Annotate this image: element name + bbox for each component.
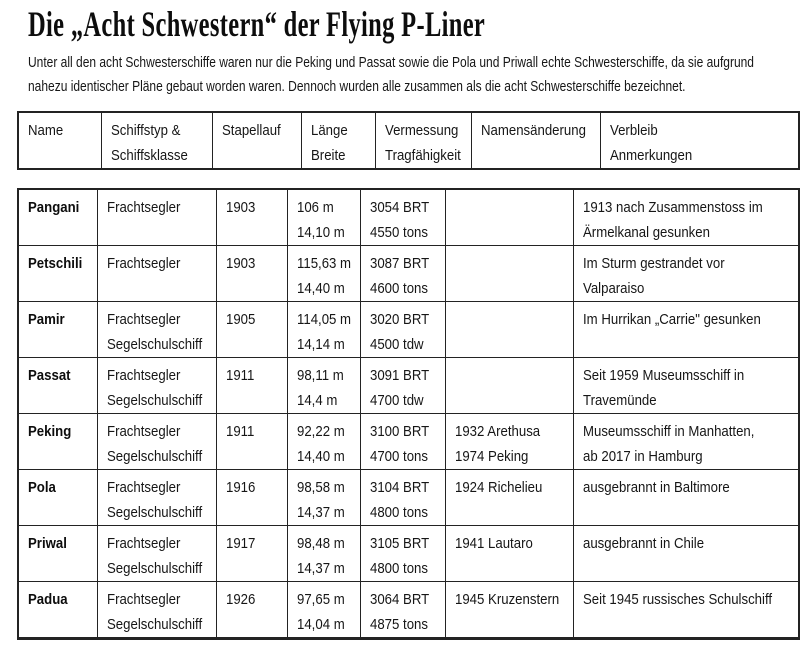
cell-verbleib: ausgebrannt in Chile [574, 526, 799, 582]
cell-schiffstyp: Frachtsegler Segelschulschiff [98, 358, 216, 414]
header-cell-name: Name [18, 112, 101, 169]
cell-verbleib: Im Sturm gestrandet vor Valparaiso [574, 246, 799, 302]
ship-row-pola [18, 470, 799, 526]
cell-name: Petschili [18, 246, 98, 302]
cell-verbleib: Museumsschiff in Manhatten, ab 2017 in Hamburg [574, 414, 799, 470]
page-title-text: Die „Acht Schwestern“ der Flying P-Liner [28, 4, 486, 44]
ship-row-padua [18, 582, 799, 639]
cell-schiffstyp: Frachtsegler Segelschulschiff [98, 302, 216, 358]
cell-namensaenderung [445, 246, 573, 302]
cell-verbleib: ausgebrannt in Baltimore [574, 470, 799, 526]
cell-verbleib: 1913 nach Zusammenstoss im Ärmelkanal gesunken [574, 189, 799, 246]
cell-laenge: 106 m 14,10 m [287, 189, 361, 246]
cell-verbleib: Seit 1959 Museumsschiff in Travemünde [574, 358, 799, 414]
cell-stapellauf: 1911 [216, 414, 287, 470]
cell-laenge: 92,22 m 14,40 m [287, 414, 361, 470]
ships-table-body [17, 188, 800, 640]
header-cell-stapellauf: Stapellauf [213, 112, 301, 169]
cell-vermessung: 3100 BRT 4700 tons [361, 414, 445, 470]
cell-name: Passat [18, 358, 98, 414]
cell-schiffstyp: Frachtsegler Segelschulschiff [98, 526, 216, 582]
intro-line-2: nahezu identischer Pläne gebaut worden waren. Dennoch wurden alle zusammen als die acht Schwesterschiffe bezeichnet. [28, 78, 686, 95]
ship-row-pangani [18, 189, 799, 246]
cell-namensaenderung: 1945 Kruzenstern [445, 582, 573, 639]
intro-line-1: Unter all den acht Schwesterschiffe waren nur die Peking und Passat sowie die Pola und Priwall echte Schwesterschiffe, da sie aufgrund [28, 54, 754, 71]
cell-stapellauf: 1926 [216, 582, 287, 639]
cell-verbleib: Im Hurrikan „Carrie" gesunken [574, 302, 799, 358]
cell-namensaenderung: 1941 Lautaro [445, 526, 573, 582]
header-row [18, 112, 799, 169]
cell-name: Pamir [18, 302, 98, 358]
cell-name: Pola [18, 470, 98, 526]
header-cell-laenge: Länge Breite [301, 112, 375, 169]
cell-verbleib: Seit 1945 russisches Schulschiff [574, 582, 799, 639]
header-cell-vermessung: Vermessung Tragfähigkeit [375, 112, 471, 169]
ship-row-priwal [18, 526, 799, 582]
page-title [28, 4, 800, 44]
cell-stapellauf: 1903 [216, 189, 287, 246]
cell-laenge: 98,58 m 14,37 m [287, 470, 361, 526]
cell-stapellauf: 1916 [216, 470, 287, 526]
cell-vermessung: 3087 BRT 4600 tons [361, 246, 445, 302]
cell-vermessung: 3091 BRT 4700 tdw [361, 358, 445, 414]
cell-vermessung: 3020 BRT 4500 tdw [361, 302, 445, 358]
cell-vermessung: 3105 BRT 4800 tons [361, 526, 445, 582]
cell-name: Pangani [18, 189, 98, 246]
cell-laenge: 97,65 m 14,04 m [287, 582, 361, 639]
ship-row-petschili [18, 246, 799, 302]
ship-row-pamir [18, 302, 799, 358]
cell-laenge: 98,11 m 14,4 m [287, 358, 361, 414]
cell-laenge: 114,05 m 14,14 m [287, 302, 361, 358]
cell-vermessung: 3064 BRT 4875 tons [361, 582, 445, 639]
cell-schiffstyp: Frachtsegler Segelschulschiff [98, 414, 216, 470]
header-cell-namensaenderung: Namensänderung [471, 112, 600, 169]
cell-namensaenderung: 1932 Arethusa 1974 Peking [445, 414, 573, 470]
cell-stapellauf: 1903 [216, 246, 287, 302]
cell-schiffstyp: Frachtsegler Segelschulschiff [98, 470, 216, 526]
ships-table-header [17, 111, 800, 170]
cell-namensaenderung [445, 358, 573, 414]
cell-vermessung: 3054 BRT 4550 tons [361, 189, 445, 246]
cell-namensaenderung [445, 189, 573, 246]
cell-namensaenderung: 1924 Richelieu [445, 470, 573, 526]
intro-paragraph [28, 51, 800, 99]
ship-row-peking [18, 414, 799, 470]
cell-name: Peking [18, 414, 98, 470]
cell-stapellauf: 1917 [216, 526, 287, 582]
cell-schiffstyp: Frachtsegler Segelschulschiff [98, 582, 216, 639]
cell-name: Padua [18, 582, 98, 639]
cell-laenge: 115,63 m 14,40 m [287, 246, 361, 302]
cell-schiffstyp: Frachtsegler [98, 189, 216, 246]
cell-namensaenderung [445, 302, 573, 358]
ship-row-passat [18, 358, 799, 414]
cell-schiffstyp: Frachtsegler [98, 246, 216, 302]
cell-stapellauf: 1905 [216, 302, 287, 358]
cell-name: Priwal [18, 526, 98, 582]
cell-laenge: 98,48 m 14,37 m [287, 526, 361, 582]
header-cell-schiffstyp: Schiffstyp & Schiffsklasse [101, 112, 212, 169]
cell-stapellauf: 1911 [216, 358, 287, 414]
header-cell-verbleib: Verbleib Anmerkungen [601, 112, 800, 169]
document-page [0, 4, 800, 665]
cell-vermessung: 3104 BRT 4800 tons [361, 470, 445, 526]
